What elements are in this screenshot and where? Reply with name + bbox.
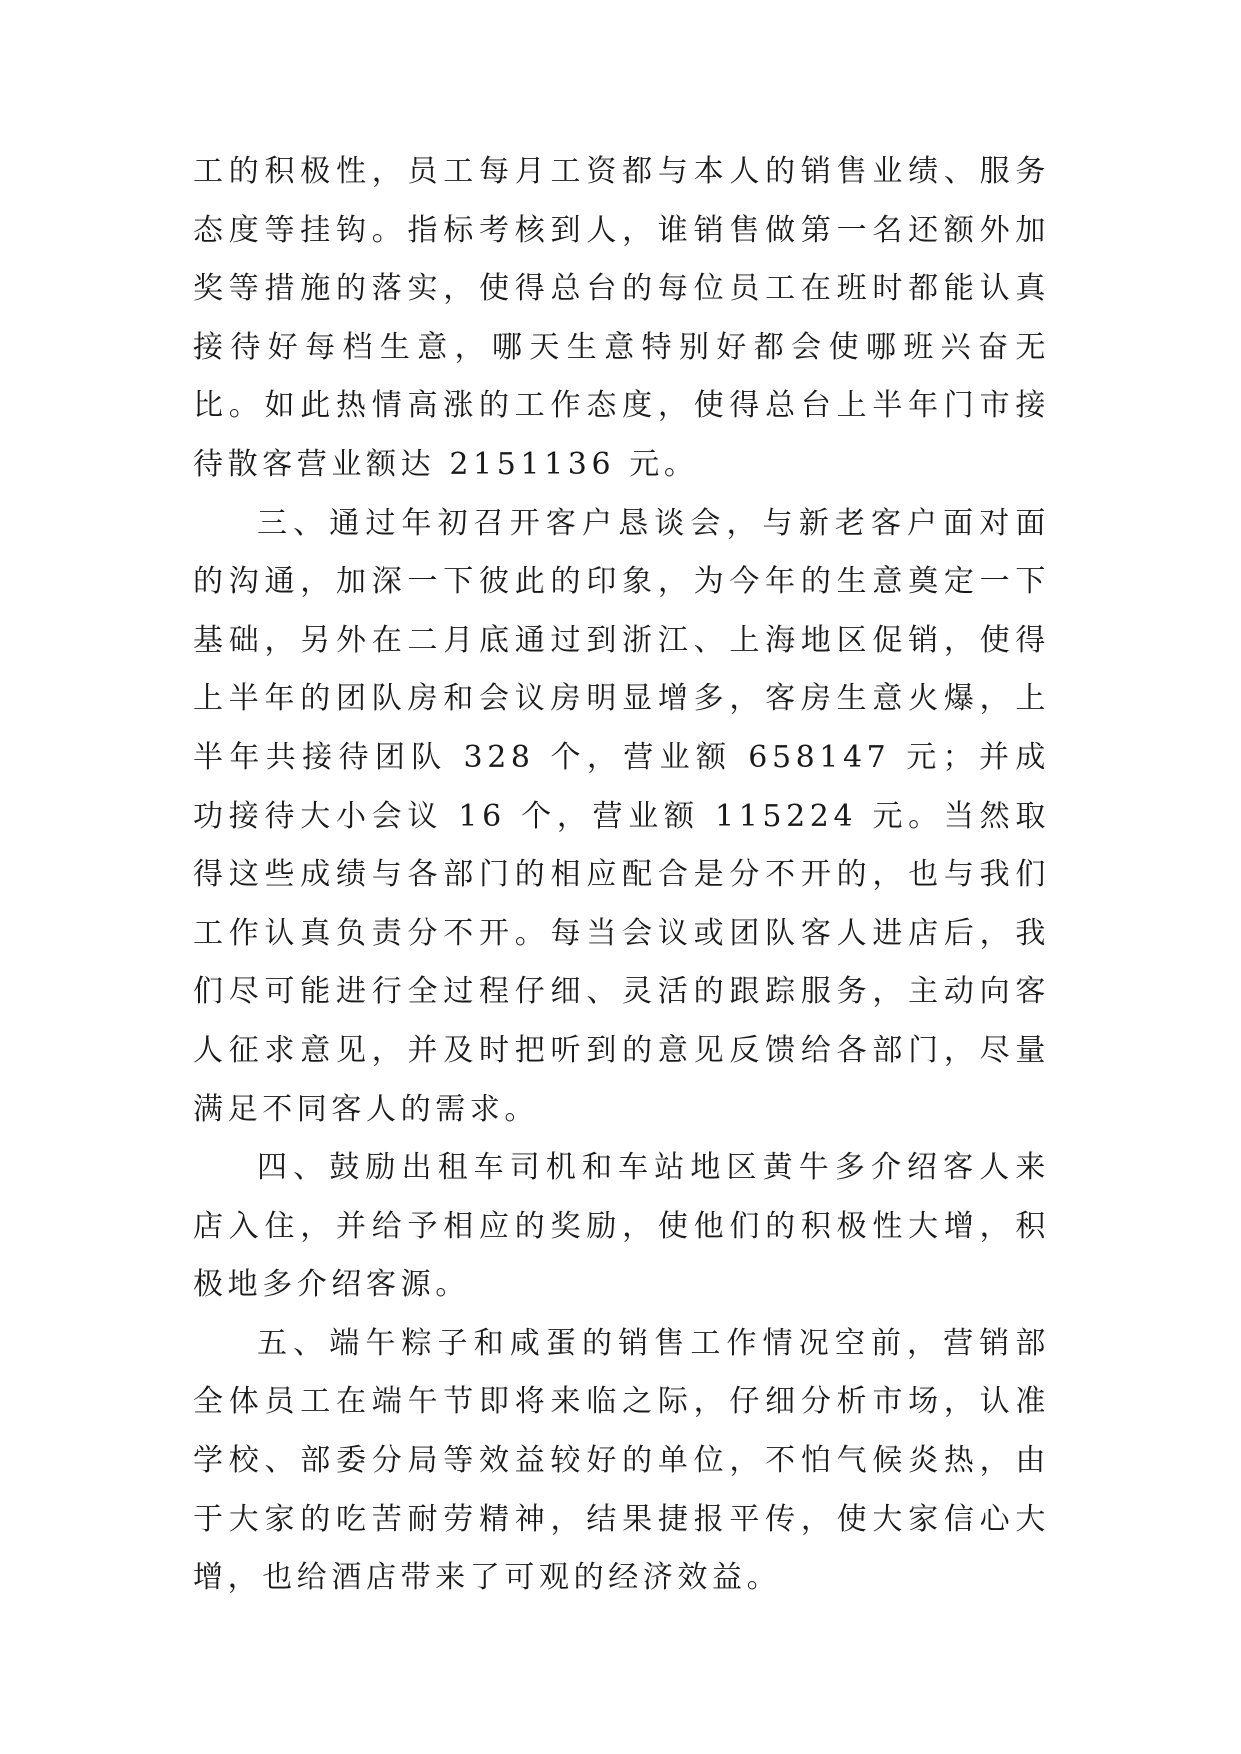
paragraph-continued: 工的积极性，员工每月工资都与本人的销售业绩、服务态度等挂钩。指标考核到人，谁销售做第一名还额外加奖等措施的落实，使得总台的每位员工在班时都能认真接待好每档生意，哪天生意特别好都会使哪班兴奋无比。如此热情高涨的工作态度，使得总台上半年门市接待散客营业额达 2151136 元。 — [193, 154, 1050, 482]
paragraph-section-three: 三、通过年初召开客户恳谈会，与新老客户面对面的沟通，加深一下彼此的印象，为今年的生意奠定一下基础，另外在二月底通过到浙江、上海地区促销，使得上半年的团队房和会议房明显增多，客房生意火爆，上半年共接待团队 328 个，营业额 658147 元；并成功接待大小会议 16 个，营业额 115224 元。当然取得这些成绩与各部门的相应配合是分不开的，也与我们工作认真负责分不开。每当会议或团队客人进店后，我们尽可能进行全过程仔细、灵活的跟踪服务，主动向客人征求意见，并及时把听到的意见反馈给各部门，尽量满足不同客人的需求。 — [193, 505, 1050, 1127]
paragraph-section-five: 五、端午粽子和咸蛋的销售工作情况空前，营销部全体员工在端午节即将来临之际，仔细分析市场，认准学校、部委分局等效益较好的单位，不怕气候炎热，由于大家的吃苦耐劳精神，结果捷报平传，使大家信心大增，也给酒店带来了可观的经济效益。 — [193, 1325, 1050, 1596]
document-page — [193, 143, 1050, 1608]
paragraph-section-four: 四、鼓励出租车司机和车站地区黄牛多介绍客人来店入住，并给予相应的奖励，使他们的积极性大增，积极地多介绍客源。 — [193, 1150, 1050, 1303]
